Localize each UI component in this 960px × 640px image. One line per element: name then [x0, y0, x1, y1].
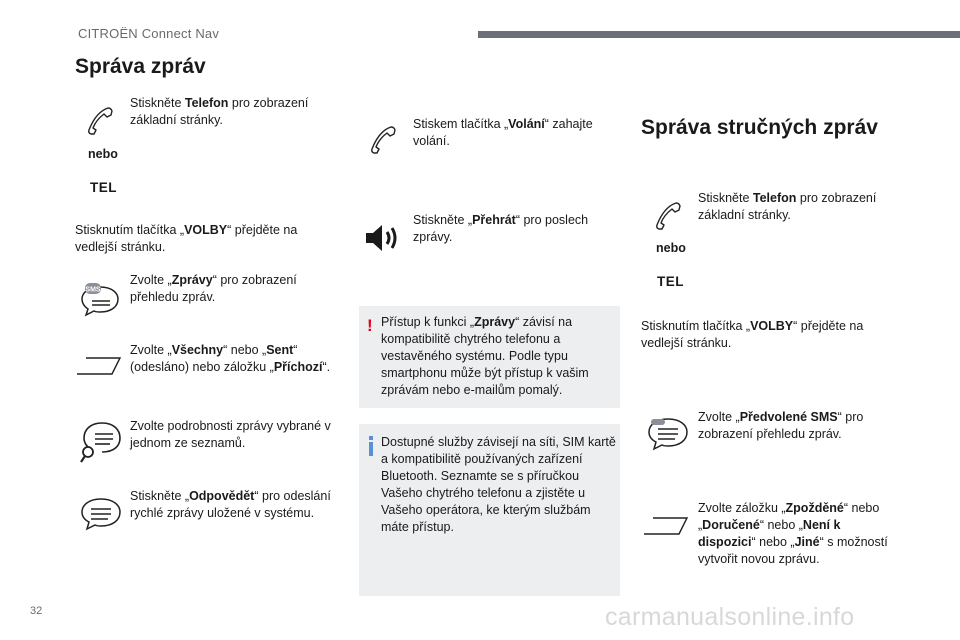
- tab-icon: [643, 516, 689, 536]
- step-odpovedet: Stiskněte „Odpovědět“ pro odeslání rychlé zprávy uložené v systému.: [130, 489, 331, 520]
- predefined-sms-icon: [647, 417, 689, 451]
- tel-button-label-2: TEL: [657, 274, 684, 289]
- tab-icon: [76, 356, 122, 376]
- step-volby: Stisknutím tlačítka „VOLBY“ přejděte na vedlejší stránku.: [75, 223, 298, 254]
- step-vsechny: Zvolte „Všechny“ nebo „Sent“ (odesláno) nebo záložku „Příchozí“.: [130, 343, 331, 374]
- watermark: carmanualsonline.info: [605, 603, 855, 631]
- step-volani: Stiskem tlačítka „Volání“ zahajte volání.: [413, 117, 593, 148]
- info-note-box: [359, 424, 620, 596]
- page-number: 32: [30, 605, 43, 617]
- warning-note-text: Přístup k funkci „Zprávy“ závisí na kompatibilitě chytrého telefonu a vestavěného systému. Podle typu smartphonu může být přístup k vašim zprávám nebo e-mailům pomalý.: [381, 315, 589, 397]
- brand-name: CITROËN Connect Nav: [78, 26, 220, 41]
- phone-icon: [86, 106, 116, 136]
- step-detail: Zvolte podrobnosti zprávy vybrané v jednom ze seznamů.: [130, 419, 331, 450]
- step-telefon-2: Stiskněte Telefon pro zobrazení základní stránky.: [698, 191, 877, 222]
- sms-icon: [80, 283, 120, 317]
- step-zpravy: Zvolte „Zprávy“ pro zobrazení přehledu zpráv.: [130, 273, 297, 304]
- warning-note-box: [359, 306, 620, 408]
- warning-mark-icon: !: [367, 316, 373, 335]
- tel-button-label: TEL: [90, 180, 117, 195]
- step-zalozka: Zvolte záložku „Zpožděné“ nebo „Doručené“ nebo „Není k dispozici“ nebo „Jiné“ s možností vytvořit novou zprávu.: [698, 501, 888, 566]
- info-note-text: Dostupné služby závisejí na síti, SIM kartě a kompatibilitě používaných zařízení Bluetooth. Seznamte se s příručkou Vašeho chytrého telefonu a zjistěte u Vašeho operátora, ke kterým službám máte přístup.: [381, 435, 616, 534]
- step-prehrat: Stiskněte „Přehrát“ pro poslech zprávy.: [413, 213, 589, 244]
- sms-icon-label: SMS: [85, 286, 101, 294]
- call-icon: [369, 125, 399, 155]
- step-telefon: Stiskněte Telefon pro zobrazení základní stránky.: [130, 96, 309, 127]
- phone-icon: [654, 201, 684, 231]
- message-detail-icon: [80, 421, 122, 463]
- info-icon: [368, 436, 374, 456]
- section-title-strucne-zpravy: Správa stručných zpráv: [641, 116, 878, 139]
- section-title-sprava-zprav: Správa zpráv: [75, 55, 206, 78]
- nebo-label-2: nebo: [656, 241, 686, 255]
- step-volby-2: Stisknutím tlačítka „VOLBY“ přejděte na vedlejší stránku.: [641, 319, 864, 350]
- nebo-label: nebo: [88, 147, 118, 161]
- speaker-icon: [364, 223, 400, 253]
- step-predvolene: Zvolte „Předvolené SMS“ pro zobrazení přehledu zpráv.: [698, 410, 864, 441]
- header-bar: [478, 31, 960, 38]
- reply-message-icon: [80, 497, 122, 531]
